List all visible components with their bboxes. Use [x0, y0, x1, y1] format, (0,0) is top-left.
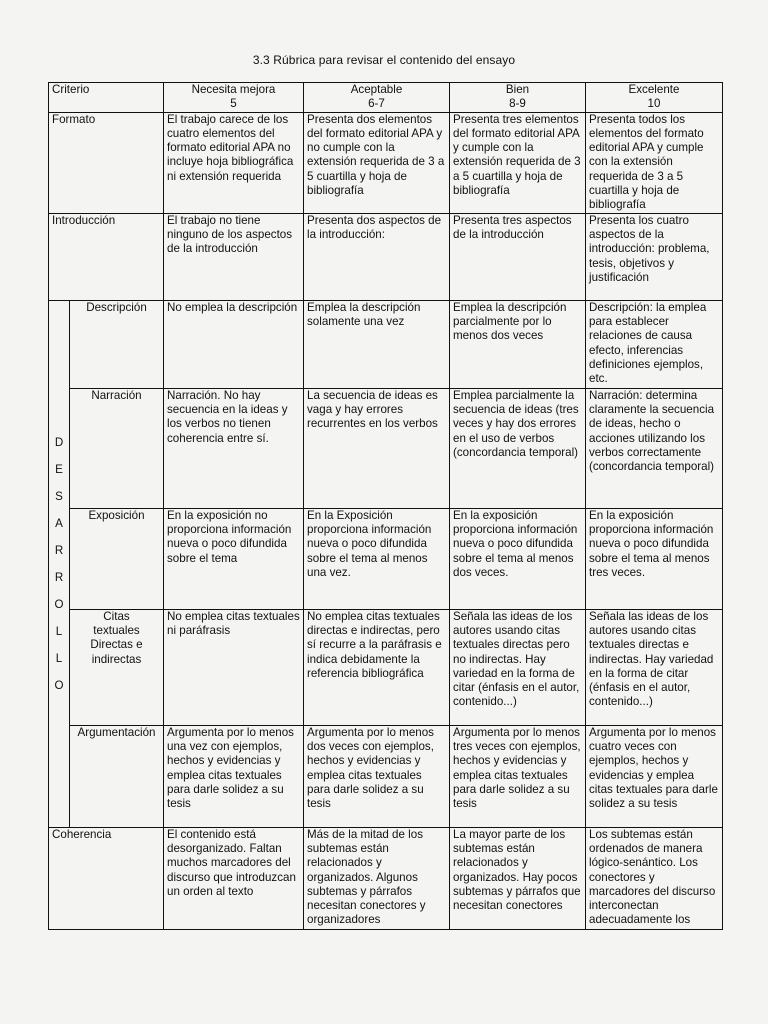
rubric-cell: En la exposición proporciona información nueva o poco difundida sobre el tema al menos tres veces.	[586, 508, 723, 609]
rubric-cell: La mayor parte de los subtemas están relacionados y organizados. Hay pocos subtemas y párrafos que necesitan conectores	[450, 827, 586, 929]
rubric-cell: El trabajo carece de los cuatro elementos del formato editorial APA no incluye hoja bibliográfica ni extensión requerida	[164, 112, 304, 213]
criterion-label: Descripción	[70, 300, 164, 388]
criterion-label	[70, 609, 164, 725]
level-name: Bien	[505, 83, 530, 96]
level-score: 10	[647, 97, 661, 111]
rubric-cell: Presenta todos los elementos del formato editorial APA y cumple con la extensión requerida de 3 a 5 cuartilla y hoja de bibliografía	[586, 112, 723, 213]
header-level-excelente	[586, 83, 723, 113]
table-row-introduccion	[49, 213, 723, 300]
vertical-letter: R	[54, 570, 64, 584]
criterion-label-line: textuales	[93, 623, 140, 637]
table-row-descripcion	[49, 300, 723, 388]
rubric-cell: En la exposición no proporciona información nueva o poco difundida sobre el tema	[164, 508, 304, 609]
rubric-cell: Presenta tres aspectos de la introducción	[450, 213, 586, 300]
table-row-exposicion	[49, 508, 723, 609]
level-score: 5	[230, 97, 237, 111]
table-row-narracion	[49, 388, 723, 508]
rubric-cell: No emplea citas textuales ni paráfrasis	[164, 609, 304, 725]
rubric-cell: Emplea la descripción solamente una vez	[304, 300, 450, 388]
rubric-cell: Narración. No hay secuencia en la ideas y los verbos no tienen coherencia entre sí.	[164, 388, 304, 508]
level-score: 8-9	[509, 97, 526, 111]
table-row-argumentacion	[49, 725, 723, 827]
vertical-letter: O	[54, 678, 64, 692]
vertical-letter: R	[54, 543, 64, 557]
rubric-cell: Señala las ideas de los autores usando citas textuales directas e indirectas. Hay variedad en la forma de citar (énfasis en el autor, contenido...)	[586, 609, 723, 725]
vertical-letter: E	[55, 462, 63, 476]
criterion-label-line: indirectas	[91, 652, 142, 666]
vertical-letter: O	[54, 597, 64, 611]
table-row-citas	[49, 609, 723, 725]
rubric-cell: El contenido está desorganizado. Faltan muchos marcadores del discurso que introduzcan un orden al texto	[164, 827, 304, 929]
vertical-letter: L	[55, 624, 63, 638]
level-score: 6-7	[368, 97, 385, 111]
rubric-cell: Narración: determina claramente la secuencia de ideas, hecho o acciones utilizando los verbos correctamente (concordancia temporal)	[586, 388, 723, 508]
rubric-table	[48, 82, 723, 930]
criterion-label: Introducción	[49, 213, 164, 300]
header-level-bien	[450, 83, 586, 113]
rubric-cell: Presenta tres elementos del formato editorial APA y cumple con la extensión requerida de 3 a 5 cuartilla y hoja de bibliografía	[450, 112, 586, 213]
table-header-row	[49, 83, 723, 113]
criterion-label: Narración	[70, 388, 164, 508]
vertical-letter: A	[55, 516, 63, 530]
rubric-cell: Los subtemas están ordenados de manera lógico-senántico. Los conectores y marcadores del discurso interconectan adecuadamente los	[586, 827, 723, 929]
rubric-cell: Descripción: la emplea para establecer relaciones de causa efecto, inferencias definiciones ejemplos, etc.	[586, 300, 723, 388]
rubric-cell: Argumenta por lo menos cuatro veces con ejemplos, hechos y evidencias y emplea citas textuales para darle solidez a su tesis	[586, 725, 723, 827]
table-row-coherencia	[49, 827, 723, 929]
rubric-cell: No emplea citas textuales directas e indirectas, pero sí recurre a la paráfrasis e indica debidamente la referencia bibliográfica	[304, 609, 450, 725]
rubric-cell: Emplea parcialmente la secuencia de ideas (tres veces y hay dos errores en el uso de verbos (concordancia temporal)	[450, 388, 586, 508]
page-title: 3.3 Rúbrica para revisar el contenido del ensayo	[252, 53, 516, 67]
rubric-cell: Emplea la descripción parcialmente por lo menos dos veces	[450, 300, 586, 388]
desarrollo-vertical-label	[49, 300, 70, 827]
rubric-cell: En la Exposición proporciona información nueva o poco difundida sobre el tema al menos una vez.	[304, 508, 450, 609]
rubric-cell: No emplea la descripción	[164, 300, 304, 388]
header-level-aceptable	[304, 83, 450, 113]
rubric-cell: Presenta dos elementos del formato editorial APA y no cumple con la extensión requerida de 3 a 5 cuartilla y hoja de bibliografía	[304, 112, 450, 213]
rubric-cell: El trabajo no tiene ninguno de los aspectos de la introducción	[164, 213, 304, 300]
rubric-cell: Más de la mitad de los subtemas están relacionados y organizados. Algunos subtemas y párrafos necesitan conectores y organizadores	[304, 827, 450, 929]
vertical-letter: L	[55, 651, 63, 665]
criterion-label: Formato	[49, 112, 164, 213]
criterion-label-line: Directas e	[90, 638, 143, 652]
criterion-label: Coherencia	[49, 827, 164, 929]
header-criterio: Criterio	[49, 83, 164, 113]
vertical-letter: S	[55, 489, 63, 503]
rubric-cell: Presenta los cuatro aspectos de la introducción: problema, tesis, objetivos y justificación	[586, 213, 723, 300]
level-name: Necesita mejora	[191, 83, 276, 96]
rubric-cell: Presenta dos aspectos de la introducción:	[304, 213, 450, 300]
vertical-letter: D	[54, 435, 64, 449]
criterion-label-line: Citas	[103, 609, 130, 623]
rubric-cell: Argumenta por lo menos tres veces con ejemplos, hechos y evidencias y emplea citas textuales para darle solidez a su tesis	[450, 725, 586, 827]
table-row-formato	[49, 112, 723, 213]
level-name: Excelente	[628, 83, 680, 96]
header-level-necesita-mejora	[164, 83, 304, 113]
rubric-cell: Señala las ideas de los autores usando citas textuales directas pero no indirectas. Hay variedad en la forma de citar (énfasis en el autor, contenido...)	[450, 609, 586, 725]
rubric-cell: La secuencia de ideas es vaga y hay errores recurrentes en los verbos	[304, 388, 450, 508]
rubric-cell: Argumenta por lo menos una vez con ejemplos, hechos y evidencias y emplea citas textuales para darle solidez a su tesis	[164, 725, 304, 827]
criterion-label: Exposición	[70, 508, 164, 609]
level-name: Aceptable	[350, 83, 403, 96]
criterion-label: Argumentación	[70, 725, 164, 827]
rubric-cell: Argumenta por lo menos dos veces con ejemplos, hechos y evidencias y emplea citas textuales para darle solidez a su tesis	[304, 725, 450, 827]
rubric-cell: En la exposición proporciona información nueva o poco difundida sobre el tema al menos dos veces.	[450, 508, 586, 609]
